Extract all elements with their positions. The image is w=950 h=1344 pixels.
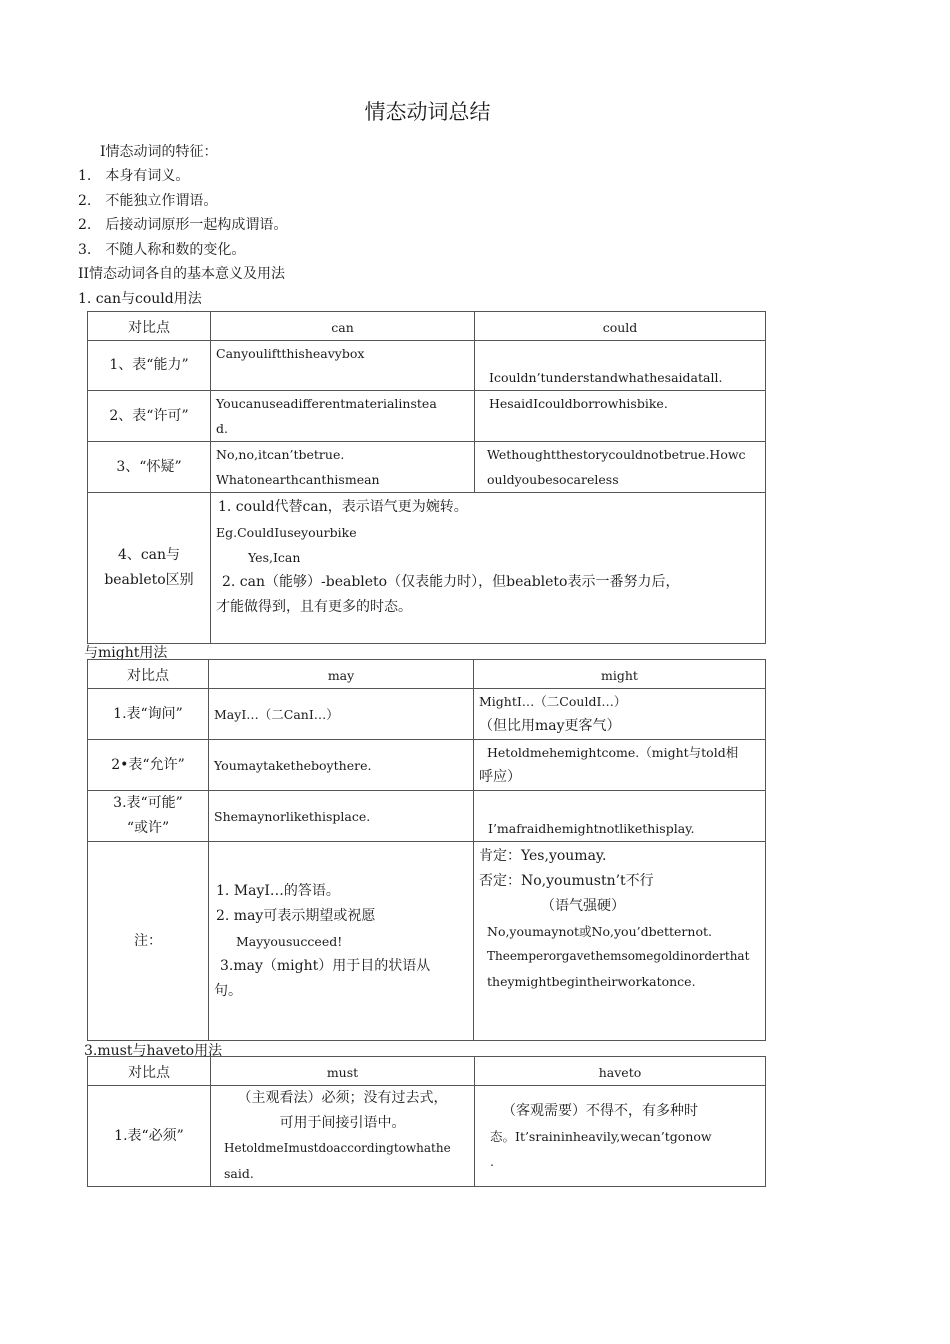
table-header-row — [88, 660, 766, 689]
row-label: 4、can与 beableto区别 — [88, 493, 211, 644]
list-num: 3. — [78, 242, 92, 258]
row-label: 2、表“许可” — [88, 391, 211, 442]
header-cell: haveto — [475, 1057, 766, 1086]
header-cell: may — [209, 660, 474, 689]
list-num: 1. — [78, 168, 92, 184]
table-can-could — [87, 311, 766, 644]
subsection-heading-can-could: 1. can与could用法 — [78, 291, 202, 307]
row-label: 1.表“必须” — [88, 1086, 211, 1187]
table-cell: No,no,itcan’tbetrue. Whatonearthcanthismean — [211, 442, 475, 493]
table-cell: （主观看法）必须；没有过去式， 可用于间接引语中。 HetoldmeImustdoaccordingtowhathe said. — [211, 1086, 475, 1187]
header-cell: can — [211, 312, 475, 341]
row-label: 注： — [88, 842, 209, 1041]
table-row — [88, 442, 766, 493]
list-item — [78, 165, 189, 185]
page-title: 情态动词总结 — [364, 100, 491, 124]
header-cell: must — [211, 1057, 475, 1086]
table-row — [88, 341, 766, 391]
header-cell: might — [474, 660, 766, 689]
table-cell: Canyouliftthisheavybox — [211, 341, 475, 391]
table-header-row — [88, 312, 766, 341]
table-cell: 1. MayI…的答语。 2. may可表示期望或祝愿 Mayyousucceed! 3.may（might）用于目的状语从 句。 — [209, 842, 474, 1041]
list-item — [78, 214, 287, 234]
header-cell: 对比点 — [88, 312, 211, 341]
table-cell: 肯定：Yes,youmay. 否定：No,youmustn’t不行 （语气强硬） No,youmaynot或No,you’dbetternot. Theemperorgavethemsomegoldinorderthat theymightbegintheirworkatonce. — [474, 842, 766, 1041]
table-cell: MightI…（二CouldI…） （但比用may更客气） — [474, 689, 766, 740]
table-cell: Hetoldmehemightcome.（might与told相 呼应） — [474, 740, 766, 791]
list-num: 2. — [78, 217, 92, 233]
table-row — [88, 1086, 766, 1187]
list-text: 后接动词原形一起构成谓语。 — [105, 217, 288, 233]
section-heading-2: II情态动词各自的基本意义及用法 — [78, 266, 286, 282]
table-row — [88, 842, 766, 1041]
table-row — [88, 740, 766, 791]
row-label: 1、表“能力” — [88, 341, 211, 391]
table-cell: Wethoughtthestorycouldnotbetrue.Howc ouldyoubesocareless — [475, 442, 766, 493]
table-cell: MayI…（二CanI…） — [209, 689, 474, 740]
header-cell: could — [475, 312, 766, 341]
table-cell: I’mafraidhemightnotlikethisplay. — [474, 791, 766, 842]
table-cell-merged: 1. could代替can，表示语气更为婉转。 Eg.CouldIuseyourbike Yes,Ican 2. can（能够）-beableto（仅表能力时），但beableto表示一番努力后， 才能做得到，且有更多的时态。 — [211, 493, 766, 644]
table-cell: Youcanuseadifferentmaterialinstea d. — [211, 391, 475, 442]
section-heading-1: I情态动词的特征： — [100, 144, 218, 160]
list-item — [78, 239, 245, 259]
table-cell: HesaidIcouldborrowhisbike. — [475, 391, 766, 442]
list-item — [78, 190, 217, 210]
list-text: 不能独立作谓语。 — [105, 193, 218, 209]
table-cell: Youmaytaketheboythere. — [209, 740, 474, 791]
list-text: 本身有词义。 — [105, 168, 190, 184]
list-text: 不随人称和数的变化。 — [105, 242, 246, 258]
table-may-might — [87, 659, 766, 1041]
subsection-heading-must-haveto: 3.must与haveto用法 — [84, 1043, 223, 1059]
row-label: 3.表“可能” “或许” — [88, 791, 209, 842]
table-cell: Shemaynorlikethisplace. — [209, 791, 474, 842]
row-label: 2•表“允许” — [88, 740, 209, 791]
table-row — [88, 689, 766, 740]
table-cell: （客观需要）不得不，有多种时 态。It’sraininheavily,wecan’tgonow . — [475, 1086, 766, 1187]
table-row — [88, 791, 766, 842]
header-cell: 对比点 — [88, 660, 209, 689]
table-row — [88, 391, 766, 442]
table-row — [88, 493, 766, 644]
row-label: 1.表“询问” — [88, 689, 209, 740]
subsection-heading-may-might: 与might用法 — [84, 645, 168, 661]
row-label: 3、“怀疑” — [88, 442, 211, 493]
table-header-row — [88, 1057, 766, 1086]
table-must-haveto — [87, 1056, 766, 1187]
table-cell: Icouldn’tunderstandwhathesaidatall. — [475, 341, 766, 391]
header-cell: 对比点 — [88, 1057, 211, 1086]
list-num: 2. — [78, 193, 92, 209]
